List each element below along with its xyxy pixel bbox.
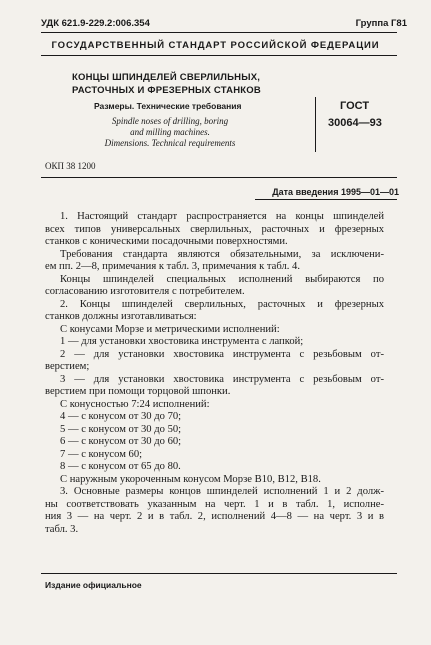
body-line: С наружным укороченным конусом Морзе В10, В12, В18. <box>60 474 321 485</box>
date-of-introduction: Дата введения 1995—01—01 <box>272 187 399 197</box>
title-en-line-1: Spindle noses of drilling, boring <box>111 116 229 126</box>
body-line: ем пп. 2—8, примечания к табл. 3, примечания к табл. 4. <box>45 261 300 272</box>
body-line: ния 3 — на черт. 2 и в табл. 2, исполнений 4—8 — на черт. 3 и в <box>45 511 384 522</box>
heading-rule <box>41 55 397 56</box>
body-line: С конусами Морзе и метрическими исполнений: <box>60 324 280 335</box>
body-line: ны соответствовать указанным на черт. 1 и в табл. 1, исполне- <box>45 499 384 510</box>
okp-rule <box>41 177 397 178</box>
body-line: 2 — для установки хвостовика инструмента с резьбовым от- <box>60 349 384 360</box>
body-line: верстием; <box>45 361 90 372</box>
gost-label: ГОСТ <box>340 100 370 112</box>
body-line: 1. Настоящий стандарт распространяется на концы шпинделей <box>60 211 384 222</box>
body-line: С конусностью 7:24 исполнений: <box>60 399 210 410</box>
title-ru-line-1: КОНЦЫ ШПИНДЕЛЕЙ СВЕРЛИЛЬНЫХ, <box>72 72 261 83</box>
body-line: 3 — для установки хвостовика инструмента с резьбовым от- <box>60 374 384 385</box>
body-line: Концы шпинделей специальных исполнений выбираются по <box>60 274 384 285</box>
footer-rule <box>41 573 397 574</box>
standard-type-heading: ГОСУДАРСТВЕННЫЙ СТАНДАРТ РОССИЙСКОЙ ФЕДЕРАЦИИ <box>51 40 380 51</box>
official-edition-label: Издание официальное <box>45 580 142 590</box>
gost-number: 30064—93 <box>328 117 382 129</box>
body-line: всех типов универсальных сверлильных, расточных и фрезерных <box>45 224 384 235</box>
body-line: Требования стандарта являются обязательными, за исключени- <box>60 249 384 260</box>
body-line: 3. Основные размеры концов шпинделей исполнений 1 и 2 долж- <box>60 486 384 497</box>
title-ru-subtitle: Размеры. Технические требования <box>94 101 242 111</box>
title-en-line-2: and milling machines. <box>130 127 210 137</box>
top-rule <box>41 32 397 33</box>
body-line: верстием при помощи торцовой шпонки. <box>45 386 231 397</box>
title-en-line-3: Dimensions. Technical requirements <box>104 138 236 148</box>
body-line: согласованию изготовителя с потребителем. <box>45 286 245 297</box>
body-line: станков с коническими посадочными поверхностями. <box>45 236 288 247</box>
body-line: 6 — с конусом от 30 до 60; <box>60 436 182 447</box>
udk-code: УДК 621.9-229.2:006.354 <box>41 18 150 29</box>
body-line: 2. Концы шпинделей сверлильных, расточных и фрезерных <box>60 299 384 310</box>
body-line: табл. 3. <box>45 524 79 535</box>
body-line: 4 — с конусом от 30 до 70; <box>60 411 182 422</box>
okp-code: ОКП 38 1200 <box>45 161 96 171</box>
date-rule <box>255 199 397 200</box>
body-line: 7 — с конусом 60; <box>60 449 143 460</box>
body-line: 8 — с конусом от 65 до 80. <box>60 461 181 472</box>
body-line: 1 — для установки хвостовика инструмента с лапкой; <box>60 336 304 347</box>
body-line: 5 — с конусом от 30 до 50; <box>60 424 182 435</box>
title-ru-line-2: РАСТОЧНЫХ И ФРЕЗЕРНЫХ СТАНКОВ <box>72 85 261 96</box>
group-code: Группа Г81 <box>355 18 407 29</box>
body-line: станков должны изготавливаться: <box>45 311 197 322</box>
gost-divider <box>315 97 316 152</box>
